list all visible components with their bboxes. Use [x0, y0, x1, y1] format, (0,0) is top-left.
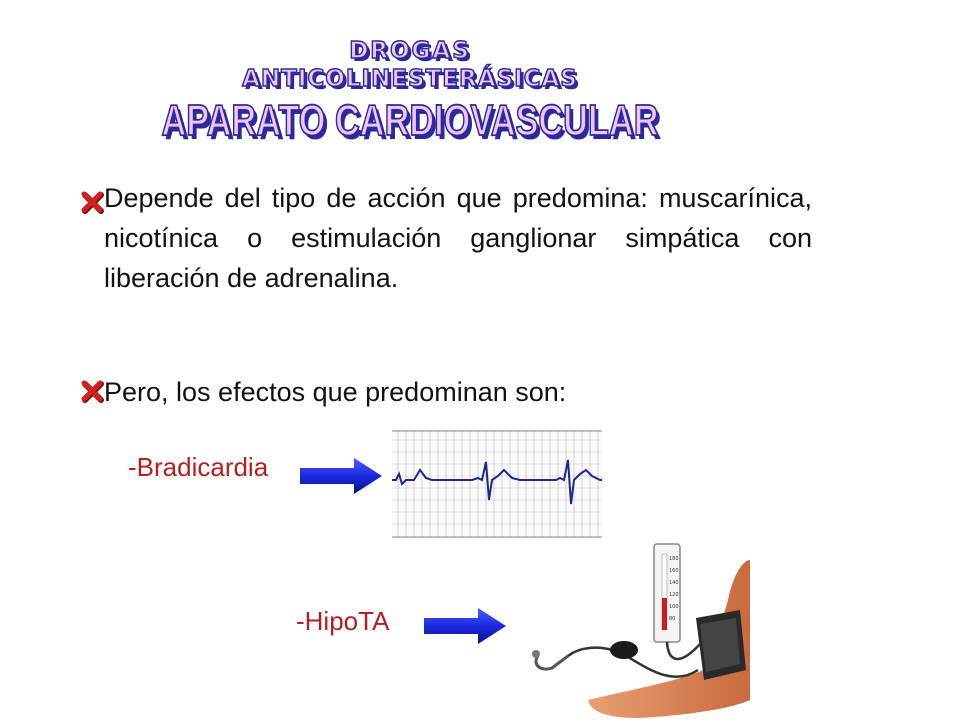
gauge-tick: 180 — [669, 556, 679, 562]
gauge-tick: 100 — [669, 604, 679, 610]
effect-hipota: -HipoTA — [296, 606, 390, 636]
title-line-2: ANTICOLINESTERÁSICAS — [242, 66, 578, 92]
bullet-text-1: Depende del tipo de acción que predomina: muscarínica, nicotínica o estimulación ganglionar simpática con liberación de adrenalina. — [104, 183, 812, 293]
ecg-strip-image — [392, 430, 602, 538]
right-arrow-icon — [424, 606, 508, 646]
gauge-tick: 160 — [669, 568, 679, 574]
gauge-tick: 80 — [669, 616, 676, 622]
bullet-text-2: Pero, los efectos que predominan son: — [104, 377, 567, 407]
title-line-1: DROGAS — [349, 38, 471, 64]
x-bullet-icon — [78, 377, 106, 405]
effect-bradicardia: -Bradicardia — [128, 452, 269, 482]
blood-pressure-cuff-image — [528, 540, 750, 720]
gauge-tick: 120 — [669, 592, 679, 598]
right-arrow-icon — [300, 456, 384, 496]
x-bullet-icon — [78, 188, 106, 216]
gauge-tick: 140 — [669, 580, 679, 586]
title-line-3: APARATO CARDIOVASCULAR — [161, 96, 659, 145]
